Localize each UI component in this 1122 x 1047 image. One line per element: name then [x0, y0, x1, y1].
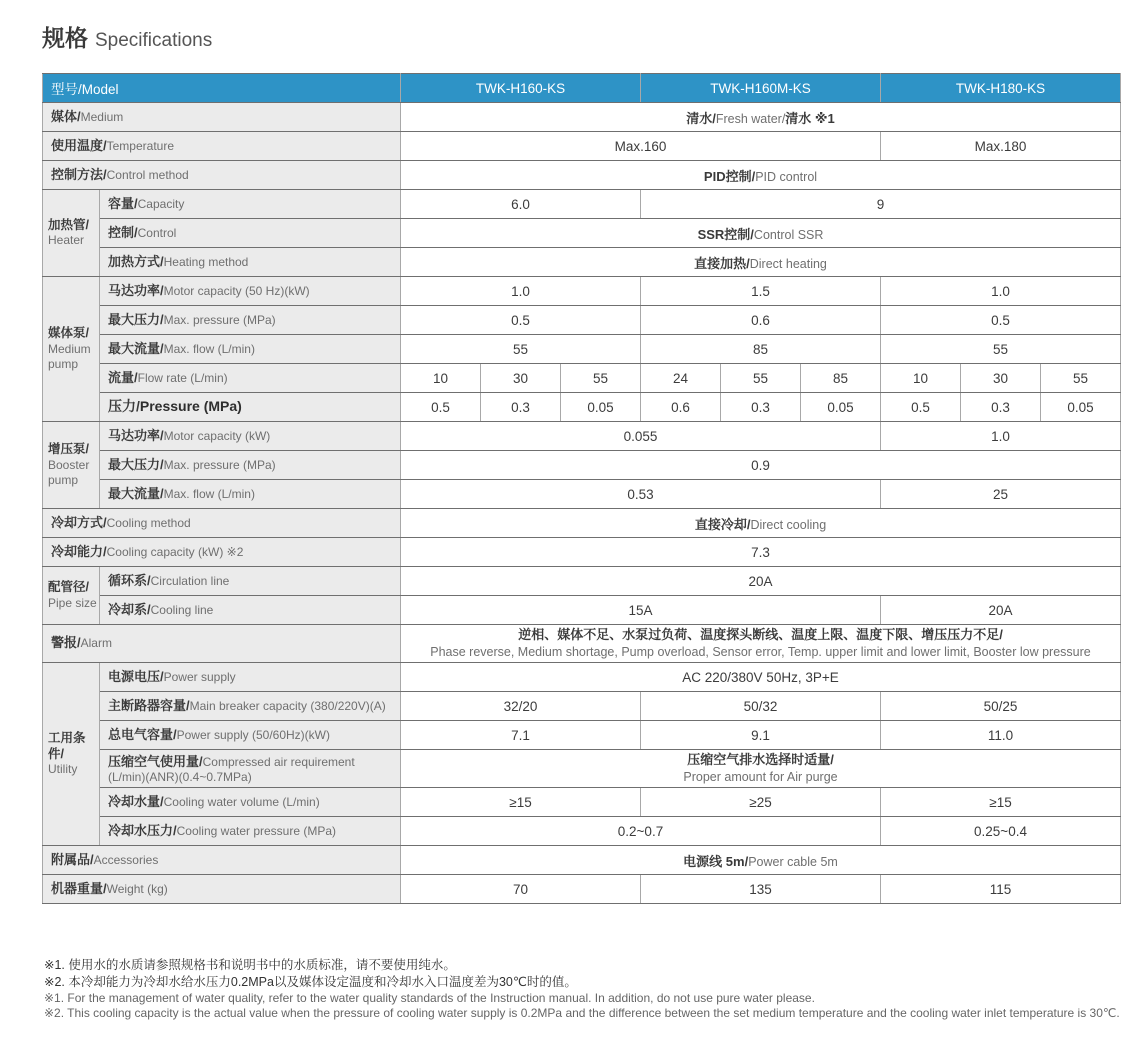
label-utility-compressed-air-zh: 压缩空气使用量/	[108, 753, 203, 769]
label-heating-method	[100, 248, 401, 277]
label-control-method-en: Control method	[106, 167, 189, 182]
cell-utility-cooling-water-volume-1: ≥25	[641, 788, 881, 817]
label-cooling-method-en: Cooling method	[106, 515, 191, 530]
label-cooling-capacity-zh: 冷却能力/	[51, 543, 107, 559]
row-cooling-method	[43, 509, 1121, 538]
group-pipe-size	[43, 567, 100, 625]
label-weight	[43, 875, 401, 904]
label-pipe-cooling-zh: 冷却系/	[108, 601, 151, 617]
label-utility-total-power-zh: 总电气容量/	[108, 726, 177, 742]
cell-utility-compressed-air-0	[401, 750, 1121, 788]
cell-utility-total-power-2: 11.0	[881, 721, 1121, 750]
label-medium	[43, 103, 401, 132]
cell-mpump-max-pressure-1: 0.6	[641, 306, 881, 335]
cell-utility-compressed-air-0-zh: 压缩空气排水选择时适量/	[687, 752, 834, 768]
cell-medium-0-zh2: 清水 ※1	[785, 110, 835, 126]
cell-medium-0-en: Fresh water/	[715, 111, 786, 126]
footnote-en-2: ※2. This cooling capacity is the actual value when the pressure of cooling water supply is 0.2MPa and the difference between the set medium temperature and the cooling water inlet temperature is 30℃.	[44, 1006, 1120, 1020]
cell-mpump-pressure-8: 0.05	[1041, 393, 1121, 422]
row-utility-main-breaker	[43, 692, 1121, 721]
label-cooling-capacity	[43, 538, 401, 567]
label-heating-method-en: Heating method	[163, 254, 249, 269]
group-utility-zh: 工用条件/	[48, 730, 86, 761]
cell-utility-main-breaker-2: 50/25	[881, 692, 1121, 721]
label-utility-main-breaker-en: Main breaker capacity (380/220V)(A)	[189, 698, 386, 713]
cell-cooling-method-0	[401, 509, 1121, 538]
header-row	[43, 74, 1121, 103]
row-utility-cooling-water-volume	[43, 788, 1121, 817]
cell-cooling-method-0-zh: 直接冷却/	[694, 516, 751, 532]
cell-medium-0	[401, 103, 1121, 132]
label-mpump-flow-rate-zh: 流量/	[108, 369, 138, 385]
cell-weight-2: 115	[881, 875, 1121, 904]
model-header-1: TWK-H160M-KS	[641, 74, 881, 103]
group-medium-pump-en: Medium pump	[48, 341, 91, 371]
row-control-method	[43, 161, 1121, 190]
cell-mpump-flow-rate-8: 55	[1041, 364, 1121, 393]
label-utility-compressed-air-en: Compressed air requirement	[202, 754, 355, 769]
specifications-table	[42, 73, 1121, 904]
row-mpump-motor	[43, 277, 1121, 306]
cell-heating-method-0-zh: 直接加热/	[694, 255, 750, 271]
cell-mpump-pressure-0: 0.5	[401, 393, 481, 422]
row-pipe-cooling	[43, 596, 1121, 625]
cell-mpump-pressure-3: 0.6	[641, 393, 721, 422]
label-accessories-en: Accessories	[93, 852, 159, 867]
label-bpump-motor-en: Motor capacity (kW)	[163, 428, 271, 443]
cell-mpump-motor-0: 1.0	[401, 277, 641, 306]
label-control-method	[43, 161, 401, 190]
label-medium-en: Medium	[80, 109, 124, 124]
row-mpump-pressure	[43, 393, 1121, 422]
label-bpump-max-flow	[100, 480, 401, 509]
cell-mpump-pressure-6: 0.5	[881, 393, 961, 422]
label-utility-total-power-en: Power supply (50/60Hz)(kW)	[176, 727, 330, 742]
group-heater-zh: 加热管/	[48, 217, 89, 232]
cell-mpump-pressure-7: 0.3	[961, 393, 1041, 422]
group-medium-pump	[43, 277, 100, 422]
row-mpump-flow-rate	[43, 364, 1121, 393]
cell-bpump-max-flow-0: 0.53	[401, 480, 881, 509]
label-accessories	[43, 846, 401, 875]
cell-bpump-motor-1: 1.0	[881, 422, 1121, 451]
cell-control-method-0	[401, 161, 1121, 190]
cell-mpump-max-pressure-2: 0.5	[881, 306, 1121, 335]
label-bpump-motor	[100, 422, 401, 451]
cell-control-method-0-zh: PID控制/	[703, 168, 756, 184]
model-header-label: 型号/Model	[43, 74, 401, 103]
label-alarm-en: Alarm	[80, 636, 112, 651]
label-mpump-motor-en: Motor capacity (50 Hz)(kW)	[163, 283, 310, 298]
group-pipe-size-zh: 配管径/	[48, 580, 89, 595]
cell-pipe-cooling-0: 15A	[401, 596, 881, 625]
label-utility-cooling-water-volume-en: Cooling water volume (L/min)	[163, 794, 320, 809]
row-utility-total-power	[43, 721, 1121, 750]
label-utility-power-supply-zh: 电源电压/	[108, 668, 164, 684]
label-utility-cooling-water-volume	[100, 788, 401, 817]
label-heater-control-en: Control	[137, 225, 177, 240]
label-temperature	[43, 132, 401, 161]
model-header-0: TWK-H160-KS	[401, 74, 641, 103]
cell-heating-method-0-en: Direct heating	[749, 256, 827, 271]
cell-medium-0-zh: 清水/	[686, 110, 716, 126]
row-medium	[43, 103, 1121, 132]
label-cooling-capacity-en: Cooling capacity (kW) ※2	[106, 544, 244, 559]
label-cooling-method-zh: 冷却方式/	[51, 514, 107, 530]
label-utility-power-supply-en: Power supply	[163, 669, 236, 684]
label-mpump-motor-zh: 马达功率/	[108, 282, 164, 298]
label-heater-control-zh: 控制/	[108, 224, 138, 240]
cell-mpump-flow-rate-3: 24	[641, 364, 721, 393]
row-bpump-motor	[43, 422, 1121, 451]
group-utility	[43, 663, 100, 846]
label-bpump-max-flow-zh: 最大流量/	[108, 485, 164, 501]
cell-mpump-pressure-4: 0.3	[721, 393, 801, 422]
label-control-method-zh: 控制方法/	[51, 166, 107, 182]
label-temperature-zh: 使用温度/	[51, 137, 107, 153]
row-mpump-max-pressure	[43, 306, 1121, 335]
cell-mpump-flow-rate-6: 10	[881, 364, 961, 393]
label-utility-total-power	[100, 721, 401, 750]
cell-heater-control-0-zh: SSR控制/	[697, 226, 754, 242]
cell-mpump-motor-2: 1.0	[881, 277, 1121, 306]
label-utility-main-breaker-zh: 主断路器容量/	[108, 697, 190, 713]
cell-mpump-flow-rate-5: 85	[801, 364, 881, 393]
cell-alarm-0-en: Phase reverse, Medium shortage, Pump overload, Sensor error, Temp. upper limit and lower limit, Booster low pressure	[430, 645, 1091, 660]
cell-utility-cooling-water-volume-0: ≥15	[401, 788, 641, 817]
footnote-en-1: ※1. For the management of water quality, refer to the water quality standards of the Instruction manual. In addition, do not use pure water please.	[44, 991, 815, 1005]
label-utility-power-supply	[100, 663, 401, 692]
label-bpump-max-pressure-en: Max. pressure (MPa)	[163, 457, 276, 472]
cell-alarm-0-zh: 逆相、媒体不足、水泵过负荷、温度探头断线、温度上限、温度下限、增压压力不足/	[518, 627, 1003, 642]
cell-pipe-cooling-1: 20A	[881, 596, 1121, 625]
cell-mpump-pressure-5: 0.05	[801, 393, 881, 422]
label-alarm-zh: 警报/	[51, 635, 81, 651]
group-heater-en: Heater	[48, 233, 85, 248]
cell-mpump-flow-rate-4: 55	[721, 364, 801, 393]
label-alarm	[43, 625, 401, 663]
label-weight-zh: 机器重量/	[51, 880, 107, 896]
cell-mpump-pressure-1: 0.3	[481, 393, 561, 422]
label-pipe-circulation	[100, 567, 401, 596]
cell-utility-compressed-air-0-en: Proper amount for Air purge	[683, 770, 838, 785]
cell-mpump-max-pressure-0: 0.5	[401, 306, 641, 335]
model-header-2: TWK-H180-KS	[881, 74, 1121, 103]
cell-heater-control-0-en: Control SSR	[753, 227, 824, 242]
label-utility-cooling-water-volume-zh: 冷却水量/	[108, 793, 164, 809]
label-heater-capacity-zh: 容量/	[108, 195, 138, 211]
cell-mpump-motor-1: 1.5	[641, 277, 881, 306]
cell-utility-cooling-water-pressure-0: 0.2~0.7	[401, 817, 881, 846]
row-utility-power-supply	[43, 663, 1121, 692]
label-heating-method-zh: 加热方式/	[108, 253, 164, 269]
row-alarm	[43, 625, 1121, 663]
label-mpump-max-pressure-zh: 最大压力/	[108, 311, 164, 327]
label-mpump-max-pressure-en: Max. pressure (MPa)	[163, 312, 276, 327]
footnotes	[44, 957, 1120, 1021]
group-medium-pump-zh: 媒体泵/	[48, 326, 89, 341]
page-title-en: Specifications	[95, 30, 213, 51]
row-weight	[43, 875, 1121, 904]
cell-mpump-flow-rate-1: 30	[481, 364, 561, 393]
cell-bpump-max-flow-1: 25	[881, 480, 1121, 509]
group-pipe-size-en: Pipe size	[48, 595, 97, 610]
row-pipe-circulation	[43, 567, 1121, 596]
label-utility-compressed-air	[100, 750, 401, 788]
label-pipe-circulation-zh: 循环系/	[108, 572, 151, 588]
cell-utility-total-power-0: 7.1	[401, 721, 641, 750]
row-mpump-max-flow	[43, 335, 1121, 364]
row-cooling-capacity	[43, 538, 1121, 567]
group-heater	[43, 190, 100, 277]
row-utility-compressed-air	[43, 750, 1121, 788]
label-mpump-max-flow	[100, 335, 401, 364]
cell-weight-0: 70	[401, 875, 641, 904]
row-temperature	[43, 132, 1121, 161]
group-booster-pump	[43, 422, 100, 509]
cell-bpump-motor-0: 0.055	[401, 422, 881, 451]
cell-utility-cooling-water-pressure-1: 0.25~0.4	[881, 817, 1121, 846]
label-mpump-max-pressure	[100, 306, 401, 335]
row-utility-cooling-water-pressure	[43, 817, 1121, 846]
label-mpump-motor	[100, 277, 401, 306]
label-utility-cooling-water-pressure-en: Cooling water pressure (MPa)	[176, 823, 337, 838]
label-mpump-pressure-en: Pressure (MPa)	[139, 397, 242, 414]
cell-accessories-0	[401, 846, 1121, 875]
cell-heater-capacity-1: 9	[641, 190, 1121, 219]
label-pipe-circulation-en: Circulation line	[150, 573, 230, 588]
label-temperature-en: Temperature	[106, 138, 174, 153]
row-heating-method	[43, 248, 1121, 277]
label-mpump-max-flow-zh: 最大流量/	[108, 340, 164, 356]
cell-accessories-0-zh: 电源线 5m/	[683, 853, 749, 869]
group-utility-en: Utility	[48, 762, 78, 777]
cell-heater-control-0	[401, 219, 1121, 248]
label-heater-capacity	[100, 190, 401, 219]
label-mpump-flow-rate	[100, 364, 401, 393]
footnote-zh-1: ※1. 使用水的水质请参照规格书和说明书中的水质标准，请不要使用纯水。	[44, 958, 456, 972]
label-weight-en: Weight (kg)	[106, 881, 168, 896]
cell-heater-capacity-0: 6.0	[401, 190, 641, 219]
footnote-zh-2: ※2. 本冷却能力为冷却水给水压力0.2MPa以及媒体设定温度和冷却水入口温度差为30℃时的值。	[44, 975, 577, 989]
page-title	[42, 20, 212, 53]
label-medium-zh: 媒体/	[51, 108, 81, 124]
label-mpump-pressure	[100, 393, 401, 422]
group-booster-pump-zh: 增压泵/	[48, 442, 89, 457]
cell-mpump-flow-rate-7: 30	[961, 364, 1041, 393]
row-bpump-max-pressure	[43, 451, 1121, 480]
cell-utility-cooling-water-volume-2: ≥15	[881, 788, 1121, 817]
row-accessories	[43, 846, 1121, 875]
cell-mpump-pressure-2: 0.05	[561, 393, 641, 422]
cell-bpump-max-pressure-0: 0.9	[401, 451, 1121, 480]
label-utility-cooling-water-pressure	[100, 817, 401, 846]
cell-cooling-capacity-0: 7.3	[401, 538, 1121, 567]
label-bpump-max-flow-en: Max. flow (L/min)	[163, 486, 255, 501]
row-bpump-max-flow	[43, 480, 1121, 509]
label-heater-capacity-en: Capacity	[137, 196, 185, 211]
label-pipe-cooling-en: Cooling line	[150, 602, 214, 617]
cell-mpump-max-flow-2: 55	[881, 335, 1121, 364]
label-mpump-pressure-zh: 压力/	[108, 397, 140, 414]
cell-mpump-flow-rate-2: 55	[561, 364, 641, 393]
label-bpump-motor-zh: 马达功率/	[108, 427, 164, 443]
cell-utility-main-breaker-0: 32/20	[401, 692, 641, 721]
label-utility-main-breaker	[100, 692, 401, 721]
row-heater-control	[43, 219, 1121, 248]
page-title-zh: 规格	[42, 25, 88, 51]
label-utility-cooling-water-pressure-zh: 冷却水压力/	[108, 822, 177, 838]
cell-temperature-1: Max.180	[881, 132, 1121, 161]
cell-weight-1: 135	[641, 875, 881, 904]
cell-utility-power-supply-0: AC 220/380V 50Hz, 3P+E	[401, 663, 1121, 692]
cell-heating-method-0	[401, 248, 1121, 277]
cell-cooling-method-0-en: Direct cooling	[750, 517, 827, 532]
label-mpump-flow-rate-en: Flow rate (L/min)	[137, 370, 228, 385]
cell-pipe-circulation-0: 20A	[401, 567, 1121, 596]
label-bpump-max-pressure-zh: 最大压力/	[108, 456, 164, 472]
cell-temperature-0: Max.160	[401, 132, 881, 161]
label-heater-control	[100, 219, 401, 248]
label-accessories-zh: 附属品/	[51, 851, 94, 867]
label-bpump-max-pressure	[100, 451, 401, 480]
label-cooling-method	[43, 509, 401, 538]
label-mpump-max-flow-en: Max. flow (L/min)	[163, 341, 255, 356]
cell-mpump-max-flow-0: 55	[401, 335, 641, 364]
label-pipe-cooling	[100, 596, 401, 625]
label-utility-compressed-air-en2: (L/min)(ANR)(0.4~0.7MPa)	[108, 769, 252, 784]
cell-utility-main-breaker-1: 50/32	[641, 692, 881, 721]
row-heater-capacity	[43, 190, 1121, 219]
cell-control-method-0-en: PID control	[755, 169, 818, 184]
cell-utility-total-power-1: 9.1	[641, 721, 881, 750]
cell-accessories-0-en: Power cable 5m	[748, 854, 838, 869]
cell-mpump-flow-rate-0: 10	[401, 364, 481, 393]
group-booster-pump-en: Booster pump	[48, 457, 90, 487]
cell-alarm-0	[401, 625, 1121, 663]
cell-mpump-max-flow-1: 85	[641, 335, 881, 364]
